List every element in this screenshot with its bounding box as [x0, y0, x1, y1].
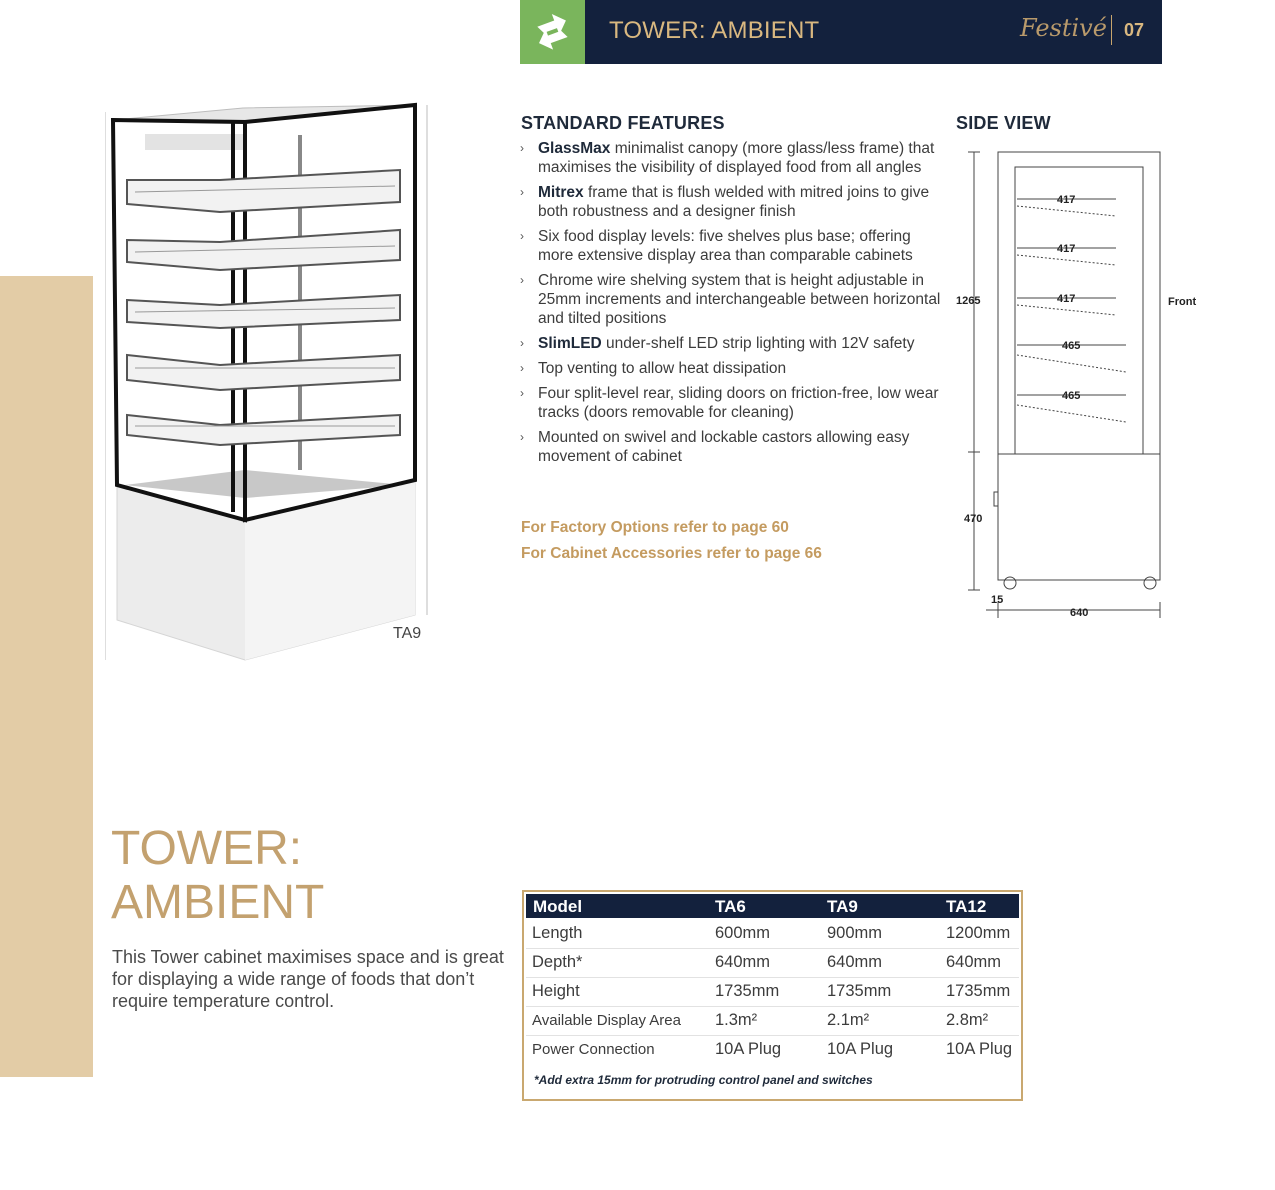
spec-table-header: [526, 894, 1019, 918]
sidebar-color-band: [0, 276, 93, 1077]
product-description: This Tower cabinet maximises space and is great for displaying a wide range of foods that don’t require temperature control.: [112, 947, 504, 1011]
table-cell: 10A Plug: [827, 1040, 894, 1058]
shelf-depth-label: 417: [1057, 293, 1076, 305]
shelf-depth-label: 465: [1062, 340, 1081, 352]
table-row: [526, 978, 1019, 1007]
feature-bold: SlimLED: [538, 335, 602, 352]
model-label: TA9: [393, 625, 422, 642]
header-cell: TA12: [946, 897, 987, 916]
table-cell: 900mm: [827, 924, 883, 942]
title-line: AMBIENT: [111, 876, 325, 929]
table-row: [526, 1007, 1019, 1036]
chevron-right-icon: ›: [520, 185, 524, 199]
category-icon-box: [520, 0, 585, 64]
table-cell: 2.1m²: [827, 1011, 870, 1029]
header-divider: [1111, 15, 1112, 45]
front-label: Front: [1168, 296, 1197, 308]
header-cell: TA9: [827, 897, 858, 916]
table-cell: Height: [532, 982, 580, 1000]
spec-table: [522, 890, 1023, 1101]
table-cell: 1.3m²: [715, 1011, 758, 1029]
table-cell: 10A Plug: [946, 1040, 1013, 1058]
table-cell: 1200mm: [946, 924, 1011, 942]
table-cell: 2.8m²: [946, 1011, 989, 1029]
spec-table-footnote: *Add extra 15mm for protruding control panel and switches: [534, 1073, 873, 1087]
feature-item: [520, 428, 950, 466]
cabinet-illustration: [105, 100, 435, 680]
shelf-depth-label: 465: [1062, 390, 1081, 402]
feature-item: [520, 334, 950, 353]
feature-text: Four split-level rear, sliding doors on friction-free, low wear tracks (doors removable for cleaning): [538, 385, 939, 421]
page-number: 07: [1124, 20, 1145, 40]
chevron-right-icon: ›: [520, 430, 524, 444]
shelf-depth-label: 417: [1057, 243, 1076, 255]
shelf-depth-label: 417: [1057, 194, 1076, 206]
features-list: [520, 139, 950, 472]
table-cell: Depth*: [532, 953, 583, 971]
title-line: TOWER:: [111, 822, 303, 875]
feature-item: [520, 359, 950, 378]
side-view-heading: SIDE VIEW: [956, 113, 1051, 133]
table-cell: Available Display Area: [532, 1012, 681, 1029]
header-bar: [520, 0, 1162, 64]
depth-label: 640: [1070, 607, 1089, 619]
table-row: [526, 1036, 1019, 1064]
chevron-right-icon: ›: [520, 229, 524, 243]
feature-bold: GlassMax: [538, 140, 611, 157]
feature-text: frame that is flush welded with mitred joins to give both robustness and a designer finish: [538, 184, 930, 220]
table-cell: 1735mm: [946, 982, 1011, 1000]
feature-text: Chrome wire shelving system that is height adjustable in 25mm increments and interchangeable between horizontal and tilted positions: [538, 272, 941, 327]
table-row: [526, 949, 1019, 978]
header-cell: TA6: [715, 897, 746, 916]
feature-item: [520, 384, 950, 422]
feature-text: minimalist canopy (more glass/less frame) that maximises the visibility of displayed food from all angles: [538, 140, 935, 176]
table-row: [526, 920, 1019, 949]
table-cell: 640mm: [827, 953, 883, 971]
table-cell: 600mm: [715, 924, 771, 942]
base-height-label: 470: [964, 513, 983, 525]
feature-item: [520, 271, 950, 328]
table-cell: 10A Plug: [715, 1040, 782, 1058]
accessories-reference: For Cabinet Accessories refer to page 66: [521, 545, 822, 562]
feature-item: [520, 227, 950, 265]
features-heading: STANDARD FEATURES: [521, 113, 725, 133]
chevron-right-icon: ›: [520, 336, 524, 350]
header-title: TOWER: AMBIENT: [609, 17, 820, 44]
feature-text: Six food display levels: five shelves plus base; offering more extensive display area than comparable cabinets: [538, 228, 913, 264]
page-title: [111, 822, 324, 930]
feature-bold: Mitrex: [538, 184, 584, 201]
arrows-swap-icon: [520, 0, 585, 64]
table-cell: 1735mm: [827, 982, 892, 1000]
feature-item: [520, 139, 950, 177]
chevron-right-icon: ›: [520, 386, 524, 400]
chevron-right-icon: ›: [520, 273, 524, 287]
table-cell: 640mm: [715, 953, 771, 971]
factory-options-reference: For Factory Options refer to page 60: [521, 519, 789, 536]
chevron-right-icon: ›: [520, 141, 524, 155]
side-view-diagram: [950, 140, 1210, 630]
feature-item: [520, 183, 950, 221]
feature-text: Top venting to allow heat dissipation: [538, 360, 787, 377]
table-cell: 640mm: [946, 953, 1002, 971]
castor-offset-label: 15: [991, 594, 1004, 606]
chevron-right-icon: ›: [520, 361, 524, 375]
feature-text: Mounted on swivel and lockable castors allowing easy movement of cabinet: [538, 429, 910, 465]
upper-height-label: 1265: [956, 295, 981, 307]
table-cell: Power Connection: [532, 1041, 655, 1058]
header-cell: Model: [533, 897, 583, 916]
brand-logo: Festivé: [1020, 14, 1107, 42]
table-cell: 1735mm: [715, 982, 780, 1000]
feature-text: under-shelf LED strip lighting with 12V safety: [601, 335, 915, 352]
table-cell: Length: [532, 924, 583, 942]
